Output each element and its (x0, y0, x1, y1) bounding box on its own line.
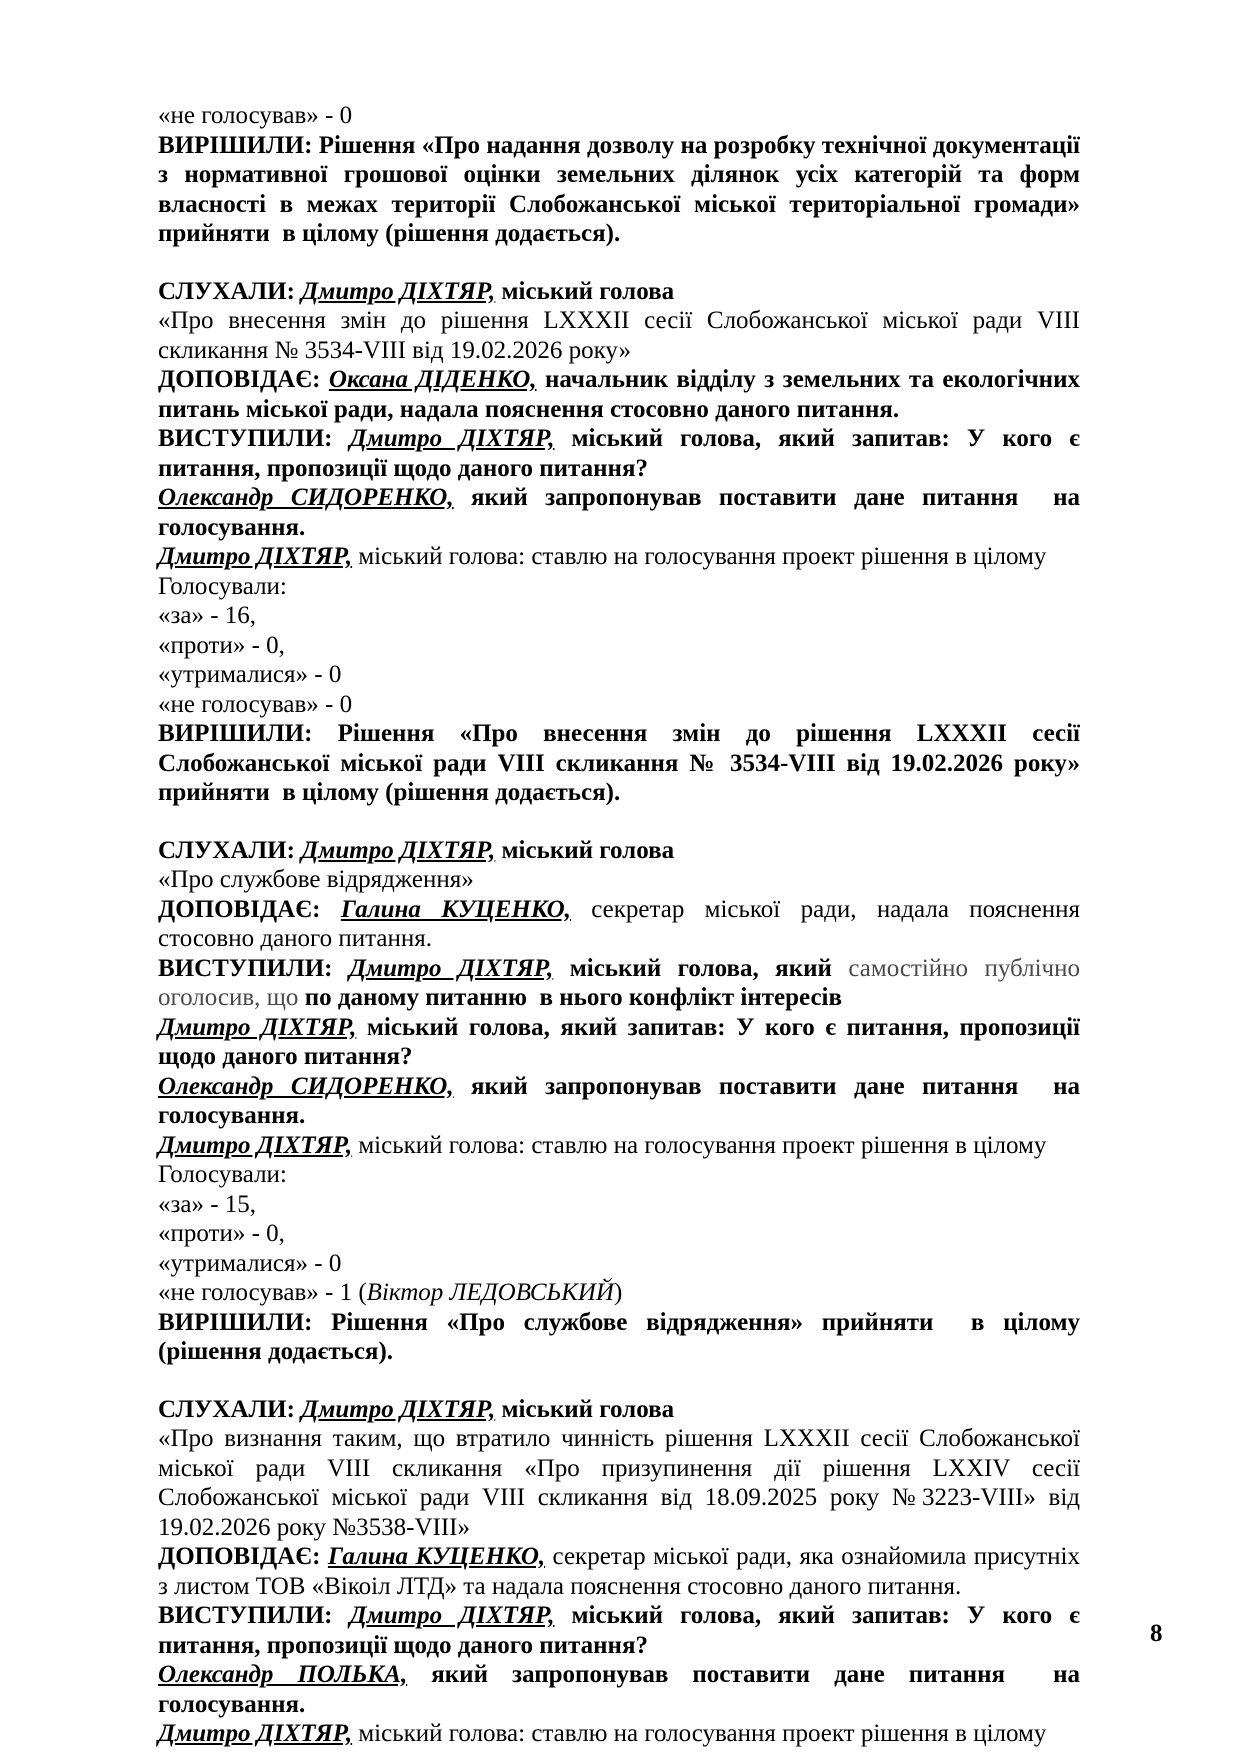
vote-line (158, 601, 1080, 631)
text-run: міський голова: ставлю на голосування проект рішення в цілому (352, 543, 1047, 570)
text-run: Дмитро ДІХТЯР, (349, 425, 555, 452)
speaker-line (158, 1719, 1080, 1749)
vote-line (158, 690, 1080, 720)
text-run: «за» - 15, (158, 1190, 257, 1218)
text-run: «проти» - 0, (158, 1220, 285, 1247)
text-run: «не голосував» - 0 (158, 102, 353, 129)
document-body (158, 101, 1080, 1749)
text-run: секретар міської ради, яка ознайомила присутніх з листом ТОВ «Вікоіл ЛТД» та надала пояснення стосовно даного питання. (158, 1543, 1080, 1600)
vote-line (158, 101, 1080, 131)
text-run: Оксана ДІДЕНКО, (328, 366, 537, 393)
text-run: Олександр СИДОРЕНКО, (158, 1072, 454, 1100)
text-run: Олександр СИДОРЕНКО, (158, 484, 454, 511)
text-run: Дмитро ДІХТЯР, (301, 277, 496, 305)
text-run: ВИСТУПИЛИ: (158, 954, 349, 982)
text-run: по даному питанню в нього конфлікт інтересів (298, 984, 842, 1011)
text-run: Дмитро ДІХТЯР, (158, 543, 353, 570)
text-run: «утрималися» - 0 (158, 661, 342, 688)
text-run: ВИСТУПИЛИ: (158, 425, 350, 452)
page-number: 8 (1150, 1620, 1163, 1647)
speaker-line (158, 483, 1080, 542)
text-run: ВИРІШИЛИ: (158, 720, 338, 747)
topic-paragraph (158, 306, 1080, 365)
text-run: Дмитро ДІХТЯР, (158, 1013, 357, 1041)
text-run: ВИРІШИЛИ: (158, 131, 319, 159)
text-run: ДОПОВІДАЄ: (158, 895, 341, 923)
vyrishyly-paragraph (158, 131, 1080, 249)
text-run: який запропонував поставити дане питання на голосування. (158, 1072, 1080, 1129)
text-run: міський голова (495, 836, 675, 864)
text-run: «не голосував» - 1 ( (158, 1279, 367, 1306)
speaker-line (158, 542, 1080, 572)
text-run: міський голова, який запитав: У кого є питання, пропозиції щодо даного питання? (158, 425, 1080, 482)
text-run: міський голова (495, 1395, 675, 1423)
dopovidaie-paragraph (158, 365, 1080, 424)
vote-line (158, 1219, 1080, 1249)
text-run: Галина КУЦЕНКО, (327, 1543, 546, 1570)
text-run: міський голова, який запитав: У кого є питання, пропозиції щодо даного питання? (158, 1013, 1080, 1070)
text-run: СЛУХАЛИ: (158, 277, 302, 305)
text-run: секретар міської ради, надала пояснення стосовно даного питання. (158, 895, 1080, 952)
text-run: Віктор ЛЕДОВСЬКИЙ (366, 1279, 614, 1306)
text-run: міський голова: ставлю на голосування проект рішення в цілому (352, 1131, 1047, 1159)
text-run: міський голова (495, 277, 675, 305)
text-run: «не голосував» - 0 (158, 690, 353, 718)
vyrishyly-paragraph (158, 1308, 1080, 1367)
dopovidaie-paragraph (158, 1542, 1080, 1601)
text-run: ДОПОВІДАЄ: (158, 1543, 328, 1570)
vystupyly-paragraph (158, 424, 1080, 483)
topic-paragraph (158, 1424, 1080, 1542)
slukhaly-paragraph (158, 1395, 1080, 1425)
text-run: міський голова, який запитав: У кого є питання, пропозиції щодо даного питання? (158, 1602, 1080, 1659)
slukhaly-paragraph (158, 836, 1080, 866)
topic-paragraph (158, 865, 1080, 895)
section-spacer (158, 808, 1080, 836)
text-run: Дмитро ДІХТЯР, (158, 1131, 353, 1159)
text-run: Дмитро ДІХТЯР, (349, 1602, 555, 1629)
section-spacer (158, 249, 1080, 277)
vote-line (158, 1249, 1080, 1279)
text-run: ДОПОВІДАЄ: (158, 366, 329, 393)
vote-line (158, 1278, 1080, 1308)
text-run: ) (613, 1279, 623, 1306)
speaker-line (158, 1013, 1080, 1072)
text-run: Рішення «Про службове відрядження» прийняти в цілому (рішення додається). (158, 1308, 1080, 1365)
text-run: ВИРІШИЛИ: (158, 1308, 332, 1336)
dopovidaie-paragraph (158, 895, 1080, 954)
section-spacer (158, 1367, 1080, 1395)
slukhaly-paragraph (158, 277, 1080, 307)
speaker-line (158, 1131, 1080, 1161)
vote-line (158, 1190, 1080, 1220)
text-run: Рішення «Про внесення змін до рішення LXXXII сесії Слобожанської міської ради VIII скликання № 3534-VIII від 19.02.2026 року» прийняти в цілому (рішення додається). (158, 720, 1080, 806)
text-run: «утрималися» - 0 (158, 1249, 342, 1277)
text-run: Дмитро ДІХТЯР, (301, 836, 496, 864)
vote-line (158, 660, 1080, 690)
vystupyly-paragraph (158, 1601, 1080, 1660)
text-run: Рішення «Про надання дозволу на розробку технічної документації з нормативної грошової оцінки земельних ділянок усіх категорій та форм власності в межах території Слобожанської міської територіальної громади» прийняти в цілому (рішення додається). (158, 131, 1081, 247)
vote-header (158, 1160, 1080, 1190)
text-run: «за» - 16, (158, 602, 257, 629)
speaker-line (158, 1072, 1080, 1131)
text-run: «Про визнання таким, що втратило чинність рішення LXXXII сесії Слобожанської міської ради VIII скликання «Про призупинення дії рішення LXXIV сесії Слобожанської міської ради VIII скликання від 18.09.2025 року №3223-VIII» від 19.02.2026 року №3538-VIII» (158, 1425, 1080, 1541)
text-run: «проти» - 0, (158, 631, 285, 659)
text-run: Дмитро ДІХТЯР, (348, 954, 554, 982)
text-run: Голосували: (158, 1161, 287, 1188)
text-run: СЛУХАЛИ: (158, 1395, 302, 1423)
text-run: який запропонував поставити дане питання на голосування. (158, 1661, 1080, 1718)
text-run: Дмитро ДІХТЯР, (301, 1395, 496, 1423)
vote-line (158, 631, 1080, 661)
text-run: міський голова: ставлю на голосування проект рішення в цілому (352, 1720, 1047, 1747)
text-run: Олександр ПОЛЬКА, (158, 1661, 408, 1688)
text-run: «Про службове відрядження» (158, 866, 474, 893)
text-run: СЛУХАЛИ: (158, 836, 302, 864)
vyrishyly-paragraph (158, 719, 1080, 808)
text-run: начальник відділу з земельних та екологічних питань міської ради, надала пояснення стосовно даного питання. (158, 366, 1080, 423)
text-run: самостійно публічно оголосив, що (158, 954, 1081, 1011)
vystupyly-paragraph (158, 954, 1080, 1013)
text-run: міський голова, який (553, 954, 849, 982)
text-run: Галина КУЦЕНКО, (340, 895, 571, 923)
vote-header (158, 572, 1080, 602)
text-run: «Про внесення змін до рішення LXXXII сесії Слобожанської міської ради VIII скликання № 3534-VIII від 19.02.2026 року» (158, 307, 1080, 364)
text-run: Дмитро ДІХТЯР, (158, 1720, 353, 1747)
text-run: Голосували: (158, 572, 287, 600)
text-run: який запропонував поставити дане питання на голосування. (158, 484, 1080, 541)
text-run: ВИСТУПИЛИ: (158, 1602, 350, 1629)
speaker-line (158, 1660, 1080, 1719)
